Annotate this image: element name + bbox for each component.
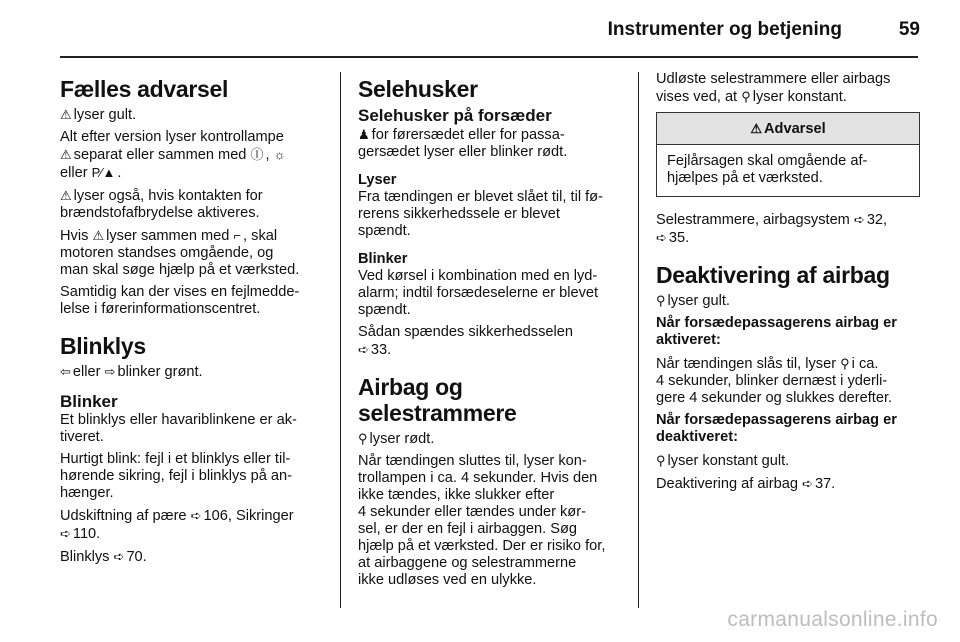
paragraph: Blinklys ➪ 70. — [60, 549, 147, 565]
paragraph: ♟ for førersædet eller for passa- gersædet lyser eller blinker rødt. — [358, 127, 568, 160]
airbag-icon: ⚲ — [358, 431, 368, 446]
warning-icon: ⚠ — [92, 228, 105, 243]
heading-selehusker-forsaeder: Selehusker på forsæder — [358, 106, 552, 125]
engine-service-icon: Ⓘ — [250, 147, 264, 162]
gear-icon: ☼ — [273, 147, 286, 162]
paragraph: Hvis ⚠ lyser sammen med ⌐ , skal motoren standses omgående, og man skal søge hjælp på et værksted. — [60, 228, 300, 278]
column-1 — [60, 76, 326, 571]
paragraph: ⚠ lyser gult. — [60, 107, 137, 123]
page-ref-arrow-icon: ➪ — [802, 476, 813, 491]
header-divider — [60, 56, 918, 58]
paragraph: Et blinklys eller havariblinkene er ak- tiveret. — [60, 412, 297, 445]
heading-airbag-selestrammere: Airbag og selestrammere — [358, 374, 517, 426]
paragraph: ⚠ lyser også, hvis kontakten for brændstofafbrydelse aktiveres. — [60, 188, 263, 221]
paragraph: Når tændingen slås til, lyser ⚲ i ca. 4 sekunder, blinker dernæst i yderli- gere 4 sekunder og slukkes derefter. — [656, 356, 893, 406]
page-ref-arrow-icon: ➪ — [358, 342, 369, 357]
paragraph: ⚲ lyser rødt. — [358, 431, 435, 447]
page-ref-arrow-icon: ➪ — [60, 526, 71, 541]
turn-right-icon: ⇨ — [104, 364, 116, 379]
heading-blinker: Blinker — [60, 392, 118, 411]
warning-box-body: Fejlårsagen skal omgående af- hjælpes på et værksted. — [667, 153, 868, 186]
column-divider-2 — [638, 72, 639, 608]
page-header — [0, 0, 960, 56]
warning-box — [656, 112, 920, 197]
heading-selehusker: Selehusker — [358, 76, 478, 102]
heading-blinker: Blinker — [358, 251, 408, 267]
watermark: carmanualsonline.info — [727, 608, 938, 631]
paragraph: Alt efter version lyser kontrollampe ⚠ separat eller sammen med Ⓘ , ☼ eller P⁄▲ . — [60, 129, 286, 181]
heading-deaktivering-airbag: Deaktivering af airbag — [656, 262, 890, 288]
column-divider-1 — [340, 72, 341, 608]
page-number: 59 — [898, 19, 920, 40]
airbag-off-icon: ⚲ — [840, 356, 850, 371]
page-ref-arrow-icon: ➪ — [113, 549, 125, 564]
paragraph: ⚲ lyser konstant gult. — [656, 453, 790, 469]
warning-icon: ⚠ — [750, 121, 762, 136]
paragraph: Udløste selestrammere eller airbags vises ved, at ⚲ lyser konstant. — [656, 71, 891, 105]
seatbelt-icon: ♟ — [358, 127, 370, 142]
warning-box-title: ⚠ Advarsel — [657, 113, 919, 145]
heading-lyser: Lyser — [358, 172, 397, 188]
heading-airbag-deaktiveret: Når forsædepassagerens airbag er deaktiveret: — [656, 412, 897, 445]
paragraph: Ved kørsel i kombination med en lyd- alarm; indtil forsædeselerne er blevet spændt. — [358, 268, 599, 318]
warning-icon: ⚠ — [60, 147, 72, 162]
airbag-off-icon: ⚲ — [656, 293, 666, 308]
warning-icon: ⚠ — [60, 188, 72, 203]
header-title: Instrumenter og betjening — [607, 19, 842, 40]
heading-airbag-aktiveret: Når forsædepassagerens airbag er aktiveret: — [656, 315, 897, 348]
column-2 — [358, 76, 624, 594]
paragraph: Sådan spændes sikkerhedsselen ➪ 33. — [358, 324, 573, 358]
paragraph: Udskiftning af pære ➪ 106, Sikringer ➪ 110. — [60, 508, 294, 542]
paragraph: Deaktivering af airbag ➪ 37. — [656, 476, 836, 492]
page-ref-arrow-icon: ➪ — [190, 508, 202, 523]
column-3 — [656, 71, 920, 498]
traction-control-icon: P⁄▲ — [91, 165, 116, 180]
paragraph: Fra tændingen er blevet slået til, til fø- rerens sikkerhedssele er blevet spændt. — [358, 189, 603, 239]
airbag-off-icon: ⚲ — [656, 453, 666, 468]
page-ref-arrow-icon: ➪ — [656, 230, 667, 245]
paragraph: Når tændingen sluttes til, lyser kon- trollampen i ca. 4 sekunder. Hvis den ikke tændes, ikke slukker efter 4 sekunder eller tændes under kør- sel, er der en fejl i airbaggen. Søg hjælp på et værksted. Der er risiko for, at airbaggene og selestrammerne ikke udløses ved en ulykke. — [358, 453, 606, 588]
paragraph: Selestrammere, airbagsystem ➪ 32, ➪ 35. — [656, 212, 888, 246]
oil-pressure-icon: ⌐ — [233, 228, 242, 243]
paragraph: ⚲ lyser gult. — [656, 293, 730, 309]
warning-icon: ⚠ — [60, 107, 72, 122]
paragraph: ⇦ eller ⇨ blinker grønt. — [60, 364, 203, 380]
airbag-icon: ⚲ — [741, 89, 751, 104]
paragraph: Samtidig kan der vises en fejlmedde- lelse i førerinformationscentret. — [60, 284, 300, 317]
heading-blinklys: Blinklys — [60, 333, 146, 359]
page-ref-arrow-icon: ➪ — [853, 212, 865, 227]
paragraph: Hurtigt blink: fejl i et blinklys eller til- hørende sikring, fejl i blinklys på an- hænger. — [60, 451, 292, 501]
turn-left-icon: ⇦ — [60, 364, 71, 379]
heading-faelles-advarsel: Fælles advarsel — [60, 76, 229, 102]
